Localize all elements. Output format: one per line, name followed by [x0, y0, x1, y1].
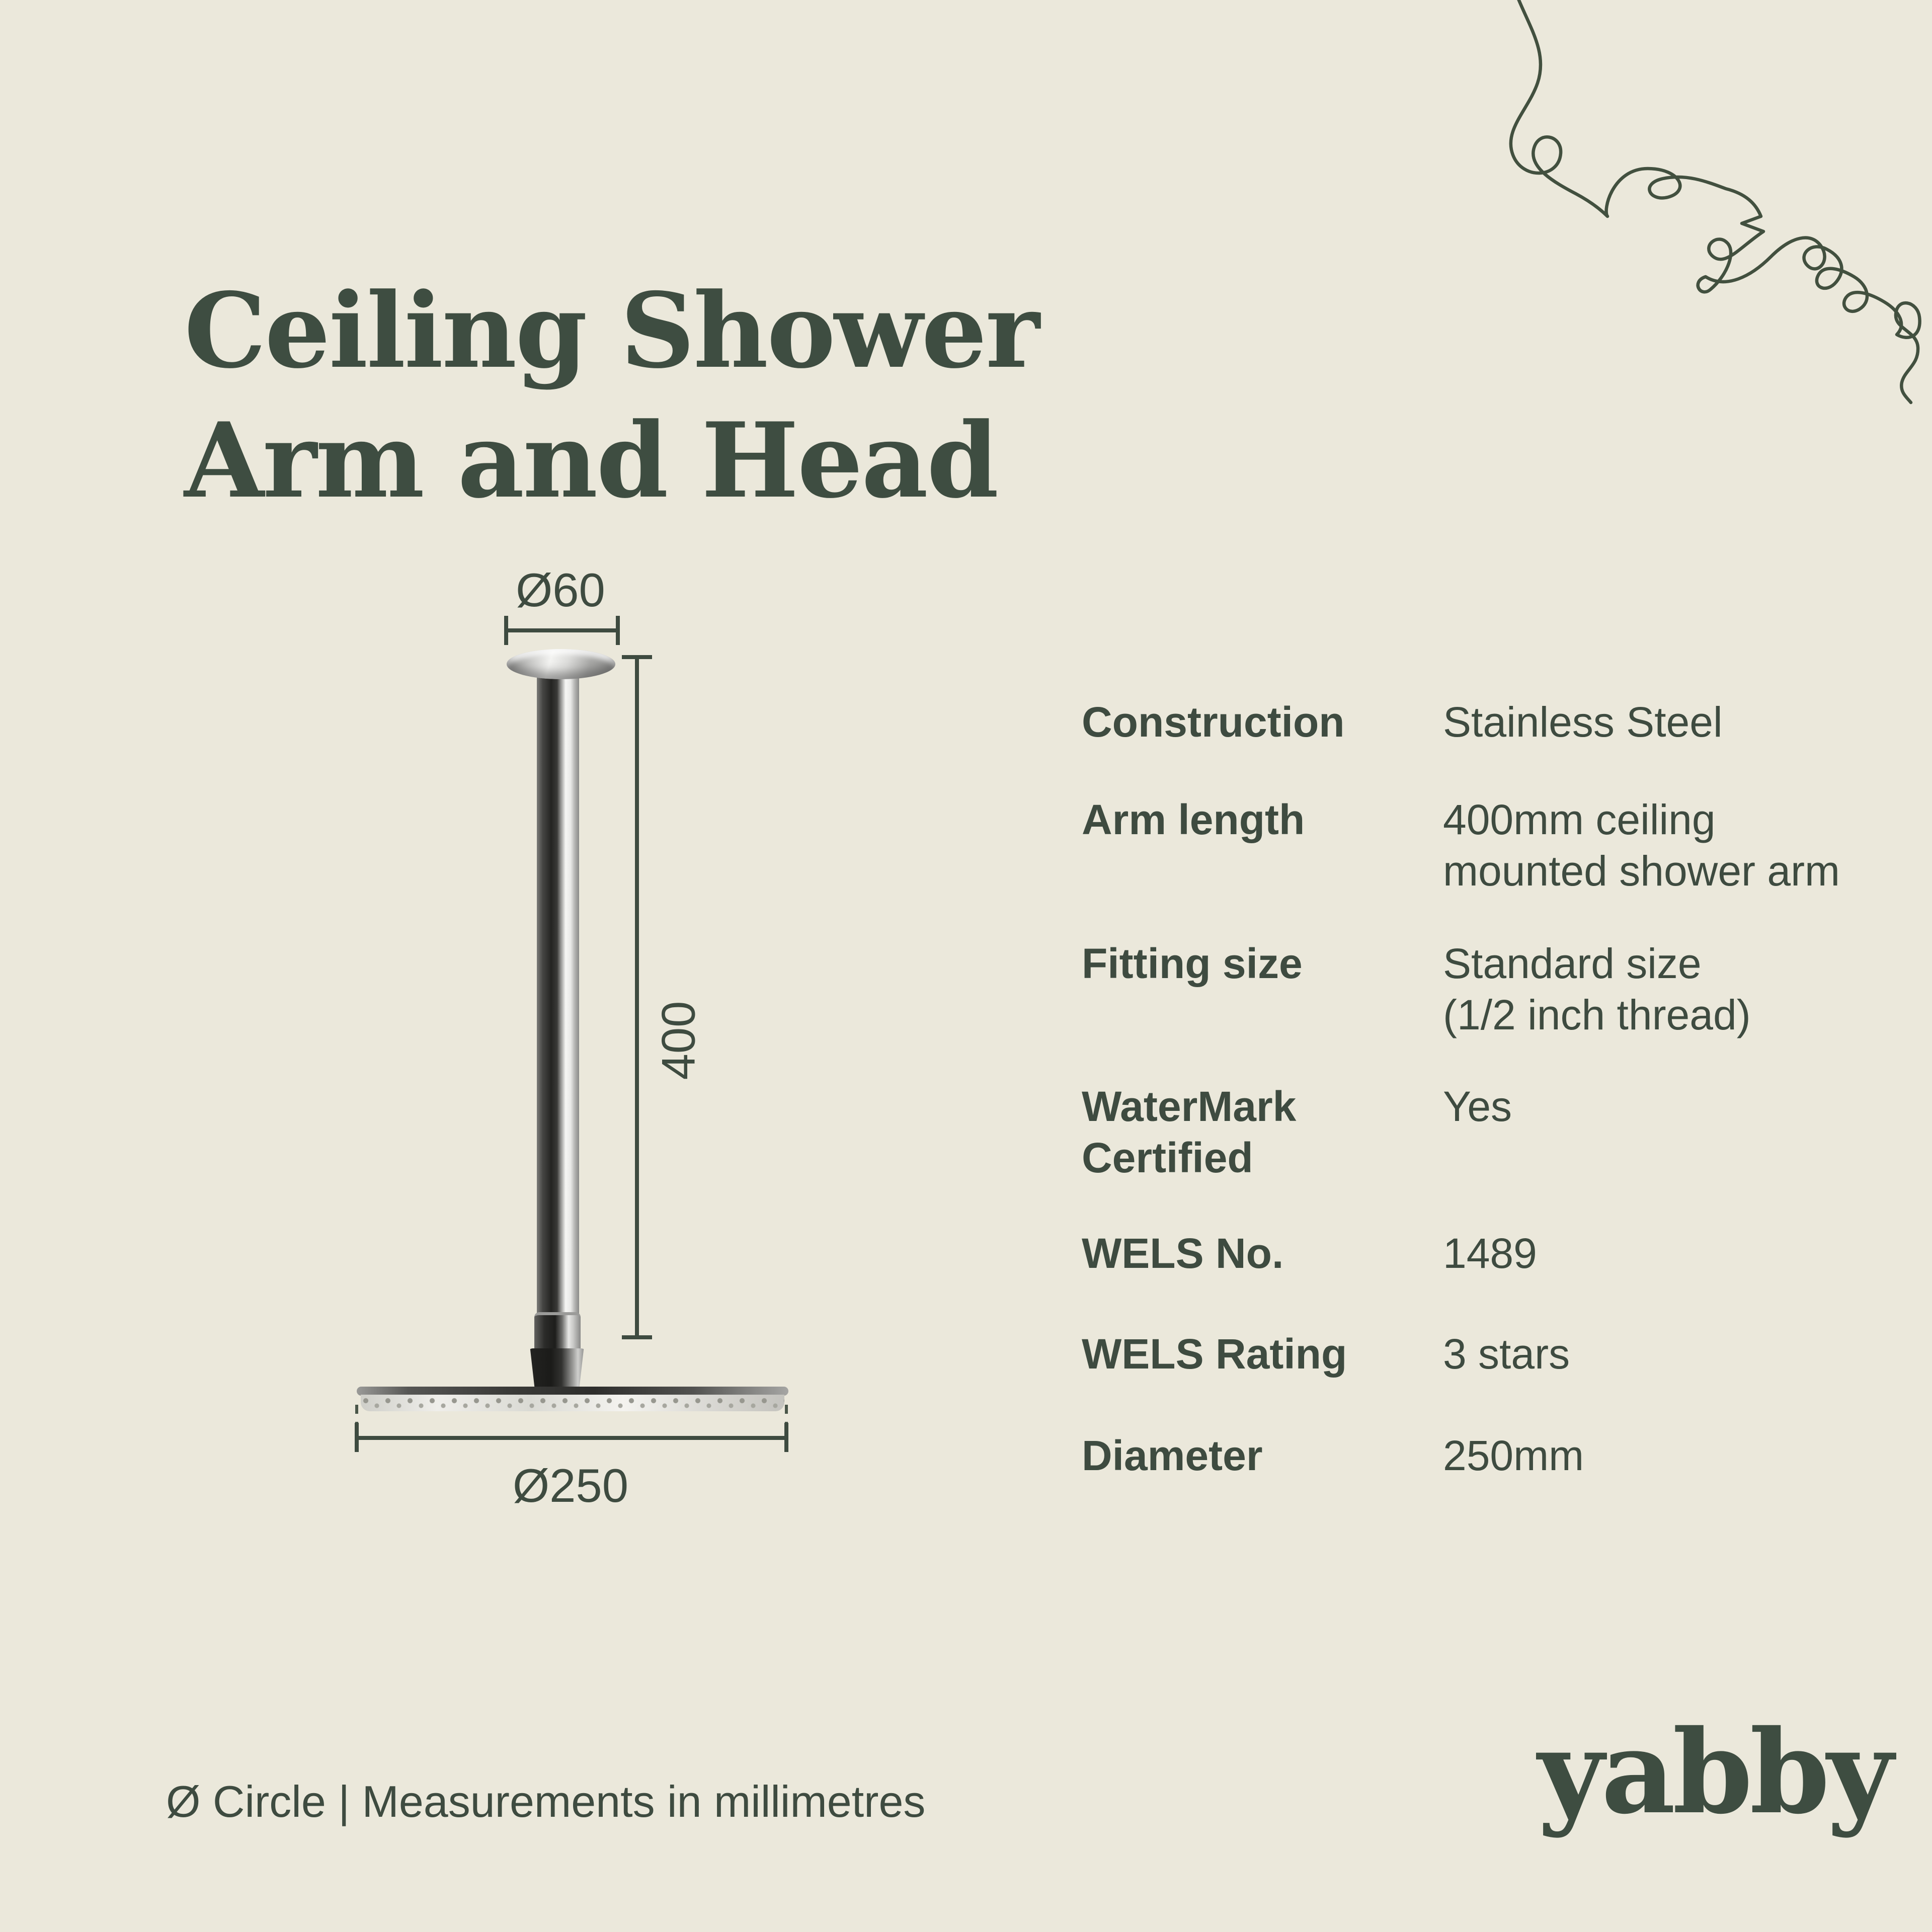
head-dimension-line	[357, 1436, 788, 1440]
spec-value-line: Stainless Steel	[1443, 698, 1723, 746]
spec-label	[1082, 1081, 1296, 1183]
page-title	[184, 266, 1038, 526]
shower-head-nozzle-face	[361, 1395, 784, 1411]
spec-label-line: WaterMark	[1082, 1083, 1297, 1130]
spec-value	[1443, 1081, 1512, 1132]
spec-value	[1443, 696, 1723, 748]
spec-label-line: Diameter	[1082, 1432, 1263, 1479]
shower-arm	[537, 665, 579, 1314]
spec-value	[1443, 938, 1751, 1040]
flange-diameter-label: Ø60	[516, 564, 605, 616]
brand-logo: yabby	[1538, 1705, 1891, 1839]
spec-value	[1443, 794, 1840, 897]
spec-label	[1082, 1228, 1283, 1279]
arm-length-label: 400	[652, 1001, 704, 1080]
head-dimension-tick-right	[784, 1423, 788, 1452]
spec-label	[1082, 794, 1305, 845]
head-dimension-tick-left	[355, 1423, 359, 1452]
page-title-line-1: Ceiling Shower	[184, 271, 1038, 392]
spec-label	[1082, 696, 1345, 748]
spec-value-line: 400mm ceiling	[1443, 796, 1716, 843]
arm-length-tick-bottom	[622, 1335, 652, 1339]
spec-label	[1082, 1430, 1263, 1481]
spec-label	[1082, 1328, 1347, 1380]
flange-dimension-tick-left	[504, 616, 508, 645]
spec-value-line: 1489	[1443, 1230, 1537, 1277]
spec-label	[1082, 938, 1303, 989]
arm-length-label-wrap	[633, 995, 723, 1086]
spec-label-line: Construction	[1082, 698, 1345, 746]
measurement-note: Ø Circle | Measurements in millimetres	[166, 1777, 926, 1826]
spec-value-line: Standard size	[1443, 940, 1702, 987]
arm-length-tick-top	[622, 655, 652, 659]
yabby-line-path	[1511, 0, 1920, 403]
spec-label-line: WELS Rating	[1082, 1330, 1347, 1378]
ceiling-flange	[507, 649, 615, 679]
spec-value	[1443, 1328, 1570, 1380]
yabby-line-art-illustration	[1479, 0, 1932, 412]
spec-value-line: 250mm	[1443, 1432, 1584, 1479]
spec-value-line: Yes	[1443, 1083, 1512, 1130]
spec-label-line: WELS No.	[1082, 1230, 1284, 1277]
spec-value	[1443, 1228, 1537, 1279]
spec-value-line: 3 stars	[1443, 1330, 1570, 1378]
spec-value-line: (1/2 inch thread)	[1443, 991, 1751, 1038]
spec-label-line: Certified	[1082, 1134, 1253, 1181]
spec-value	[1443, 1430, 1584, 1481]
spec-label-line: Arm length	[1082, 796, 1305, 843]
head-diameter-label: Ø250	[513, 1459, 628, 1512]
flange-dimension-tick-right	[616, 616, 620, 645]
arm-connector-nut	[534, 1312, 581, 1353]
page-title-line-2: Arm and Head	[184, 400, 998, 522]
flange-dimension-line	[506, 628, 619, 632]
spec-label-line: Fitting size	[1082, 940, 1303, 987]
ball-joint	[528, 1348, 586, 1390]
spec-value-line: mounted shower arm	[1443, 847, 1840, 895]
